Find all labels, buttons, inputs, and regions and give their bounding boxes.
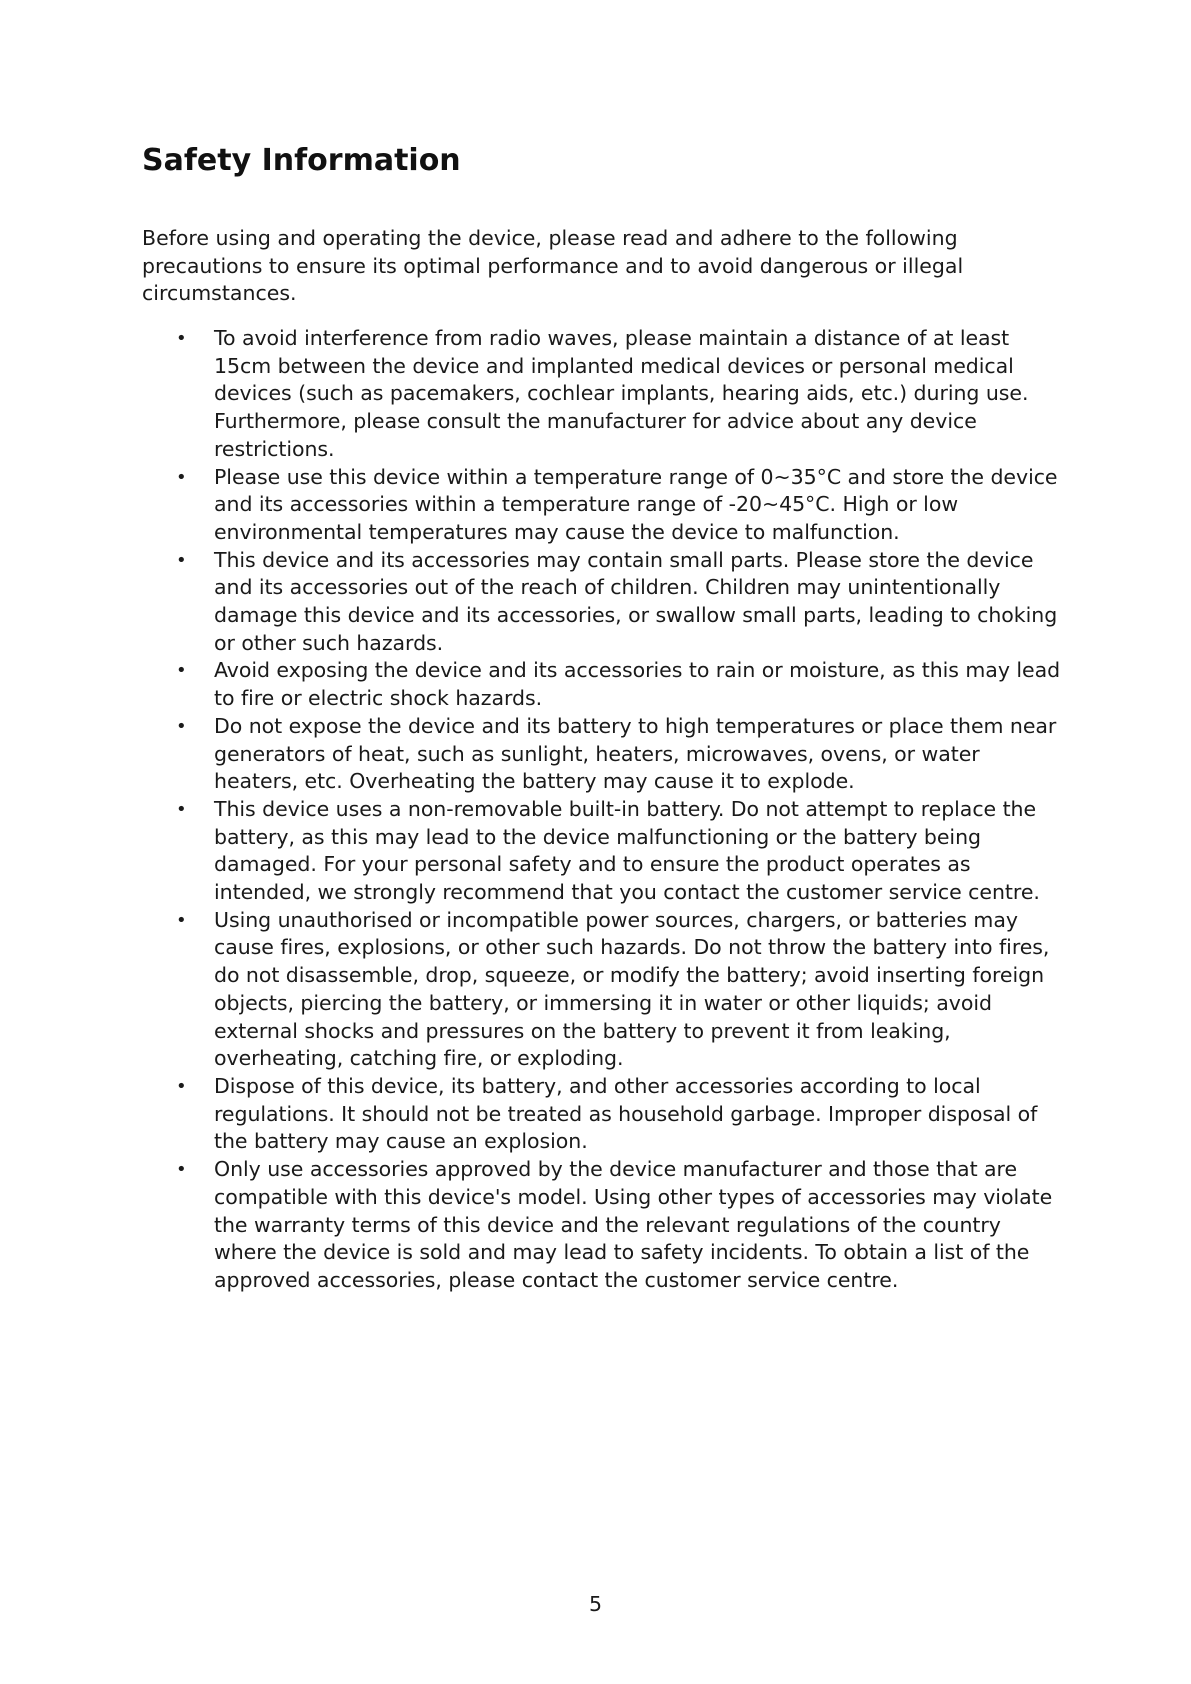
safety-precautions-list: [142, 325, 1062, 1295]
list-item: [142, 1156, 1062, 1295]
intro-paragraph: Before using and operating the device, please read and adhere to the following precautions to ensure its optimal performance and to avoid dangerous or illegal circumstances.: [142, 226, 964, 305]
bullet-icon: •: [176, 466, 187, 488]
bullet-icon: •: [176, 1159, 187, 1181]
list-item: [142, 547, 1062, 658]
bullet-icon: •: [176, 715, 187, 737]
list-item: [142, 325, 1062, 464]
list-item-text: Dispose of this device, its battery, and other accessories according to local regulations. It should not be treated as household garbage. Improper disposal of the battery may cause an explosion.: [214, 1073, 1038, 1154]
list-item-text: Do not expose the device and its battery to high temperatures or place them near generators of heat, such as sunlight, heaters, microwaves, ovens, or water heaters, etc. Overheating the battery may cause it to explode.: [214, 713, 1057, 794]
list-item: [142, 713, 1062, 796]
list-item: [142, 796, 1062, 907]
list-item: [142, 657, 1062, 712]
bullet-icon: •: [176, 1075, 187, 1097]
list-item: [142, 907, 1062, 1073]
list-item: [142, 1073, 1062, 1156]
list-item: [142, 464, 1062, 547]
list-item-text: This device uses a non-removable built-in battery. Do not attempt to replace the battery, as this may lead to the device malfunctioning or the battery being damaged. For your personal safety and to ensure the product operates as intended, we strongly recommend that you contact the customer service centre.: [214, 796, 1040, 905]
list-item-text: Please use this device within a temperature range of 0~35°C and store the device and its accessories within a temperature range of -20~45°C. High or low environmental temperatures may cause the device to malfunction.: [214, 464, 1058, 544]
page-title: Safety Information: [142, 143, 461, 178]
bullet-icon: •: [176, 549, 187, 571]
bullet-icon: •: [176, 660, 187, 682]
list-item-text: Only use accessories approved by the device manufacturer and those that are compatible with this device's model. Using other types of accessories may violate the warranty terms of this device and the relevant regulations of the country where the device is sold and may lead to safety incidents. To obtain a list of the approved accessories, please contact the customer service centre.: [214, 1157, 1053, 1292]
list-item-text: Avoid exposing the device and its accessories to rain or moisture, as this may lead to fire or electric shock hazards.: [214, 658, 1061, 711]
list-item-text: Using unauthorised or incompatible power sources, chargers, or batteries may cause fires, explosions, or other such hazards. Do not throw the battery into fires, do not disassemble, drop, squeeze, or modify the battery; avoid inserting foreign objects, piercing the battery, or immersing it in water or other liquids; avoid external shocks and pressures on the battery to prevent it from leaking, overheating, catching fire, or exploding.: [214, 907, 1050, 1071]
bullet-icon: •: [176, 328, 187, 349]
bullet-icon: •: [176, 909, 187, 931]
list-item-text: This device and its accessories may contain small parts. Please store the device and its accessories out of the reach of children. Children may unintentionally damage this device and its accessories, or swallow small parts, leading to choking or other such hazards.: [214, 547, 1058, 655]
bullet-icon: •: [176, 798, 187, 820]
list-item-text: To avoid interference from radio waves, please maintain a distance of at least 15cm between the device and implanted medical devices or personal medical devices (such as pacemakers, cochlear implants, hearing aids, etc.) during use. Furthermore, please consult the manufacturer for advice about any device restrictions.: [214, 326, 1029, 461]
page-number: 5: [588, 1592, 603, 1616]
